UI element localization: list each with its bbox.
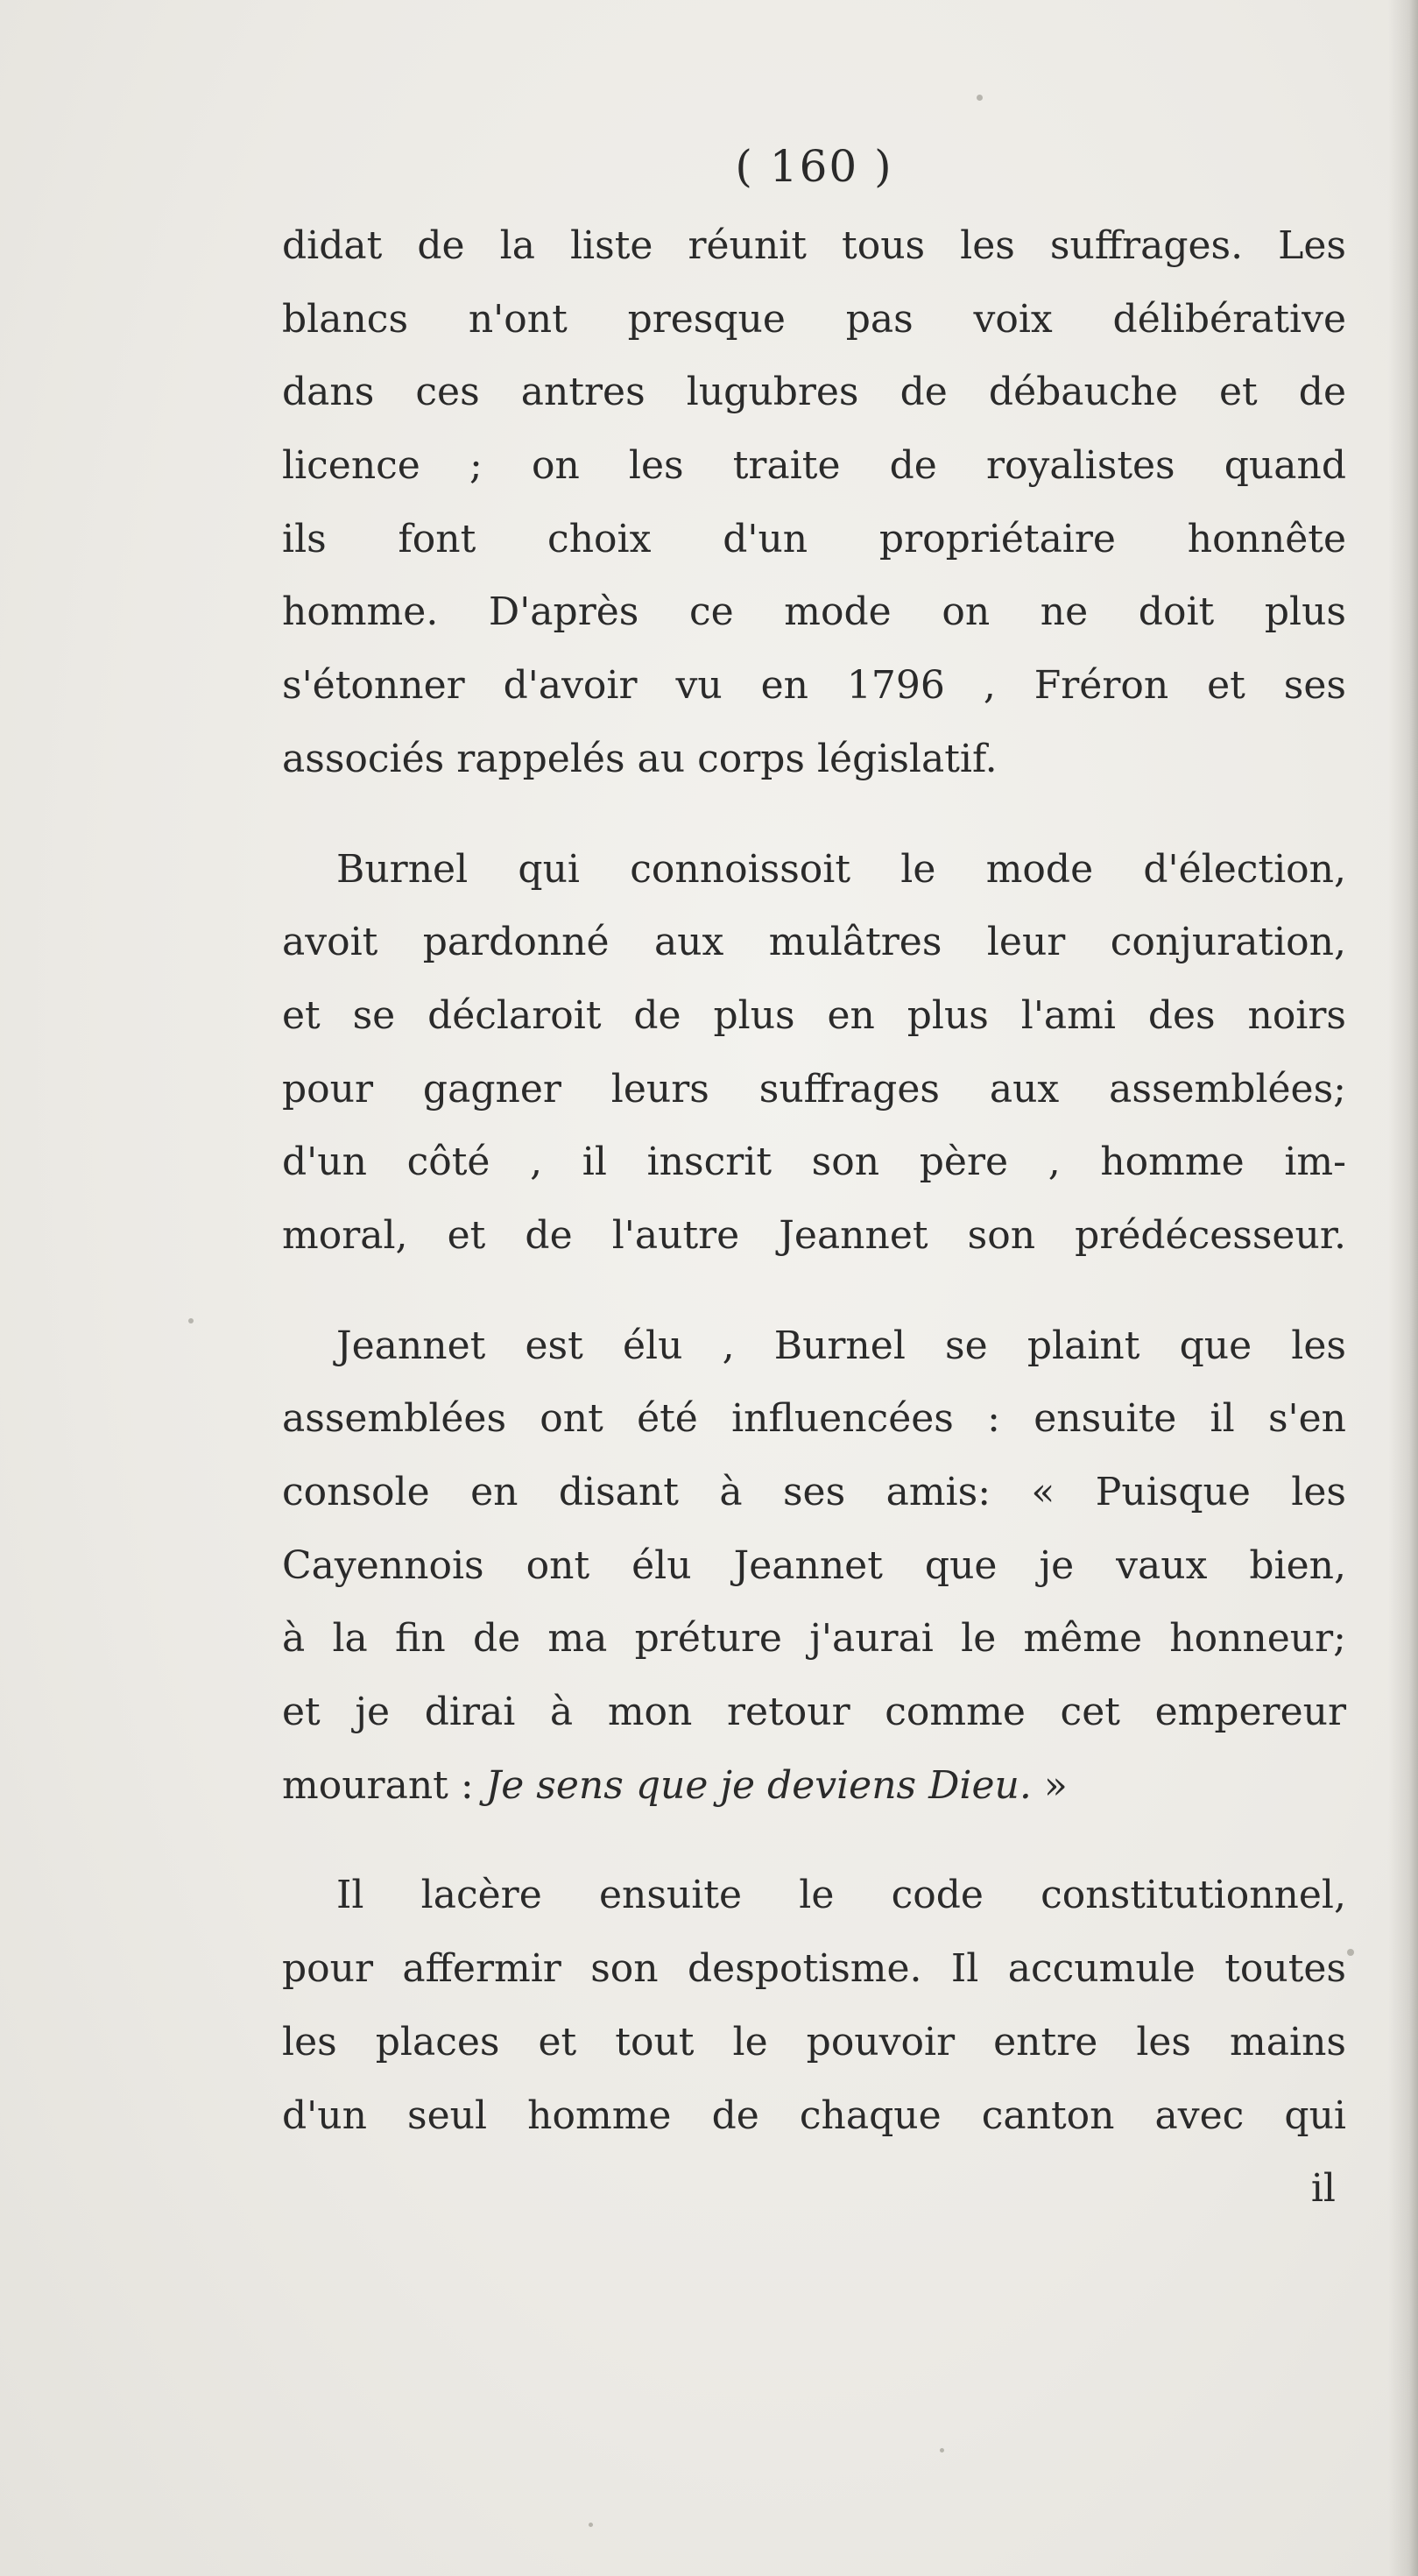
text-line: blancs n'ont presque pas voix délibérative: [282, 296, 1346, 342]
paper-speck: [188, 1318, 194, 1323]
text-line: Il lacère ensuite le code constitutionnel,: [336, 1873, 1346, 1918]
text-line: pour gagner leurs suffrages aux assemblées;: [282, 1066, 1346, 1112]
page-number: ( 160 ): [735, 141, 893, 192]
quote-intro: mourant :: [282, 1762, 486, 1808]
text-line: Burnel qui connoissoit le mode d'élection,: [336, 846, 1346, 892]
text-line: associés rappelés au corps législatif.: [282, 736, 998, 781]
page-edge-shadow: [1388, 0, 1418, 2576]
quote-line: [282, 1749, 1346, 1823]
text-line: et je dirai à mon retour comme cet empereur: [282, 1690, 1346, 1735]
text-line: homme. D'après ce mode on ne doit plus: [282, 589, 1346, 635]
quote-close: »: [1031, 1762, 1068, 1808]
paragraph-4: [282, 1859, 1346, 2152]
text-line: d'un côté , il inscrit son père , homme im-: [282, 1140, 1346, 1185]
text-line: console en disant à ses amis: « Puisque les: [282, 1470, 1346, 1514]
paper-speck: [1347, 1949, 1354, 1956]
text-line: pour affermir son despotisme. Il accumule toutes: [282, 1946, 1346, 1992]
text-line: dans ces antres lugubres de débauche et de: [282, 370, 1346, 415]
text-line: s'étonner d'avoir vu en 1796 , Fréron et ses: [282, 663, 1346, 709]
text-line: Cayennois ont élu Jeannet que je vaux bien,: [282, 1542, 1346, 1588]
text-line: didat de la liste réunit tous les suffrages. Les: [282, 223, 1346, 268]
paragraph-2: [282, 833, 1346, 1273]
paper-speck: [589, 2523, 593, 2527]
italic-quote: Je sens que je deviens Dieu.: [485, 1762, 1032, 1808]
text-line: les places et tout le pouvoir entre les mains: [282, 2019, 1346, 2064]
text-line: assemblées ont été influencées : ensuite il s'en: [282, 1396, 1346, 1442]
text-line: à la fin de ma préture j'aurai le même honneur;: [282, 1616, 1346, 1662]
paper-speck: [940, 2448, 944, 2452]
catchword: il: [1310, 2166, 1336, 2212]
text-line: ils font choix d'un propriétaire honnête: [282, 516, 1346, 561]
text-line: d'un seul homme de chaque canton avec qui: [282, 2093, 1346, 2138]
text-line: Jeannet est élu , Burnel se plaint que les: [336, 1323, 1346, 1368]
paper-speck: [977, 95, 983, 101]
paragraph-1: [282, 209, 1346, 796]
page-text-block: [282, 127, 1346, 2226]
text-line: licence ; on les traite de royalistes quand: [282, 443, 1346, 489]
text-line: moral, et de l'autre Jeannet son prédécesseur.: [282, 1212, 1346, 1258]
text-line: et se déclaroit de plus en plus l'ami des noirs: [282, 992, 1346, 1038]
text-line: avoit pardonné aux mulâtres leur conjuration,: [282, 920, 1346, 965]
paragraph-3: [282, 1309, 1346, 1823]
